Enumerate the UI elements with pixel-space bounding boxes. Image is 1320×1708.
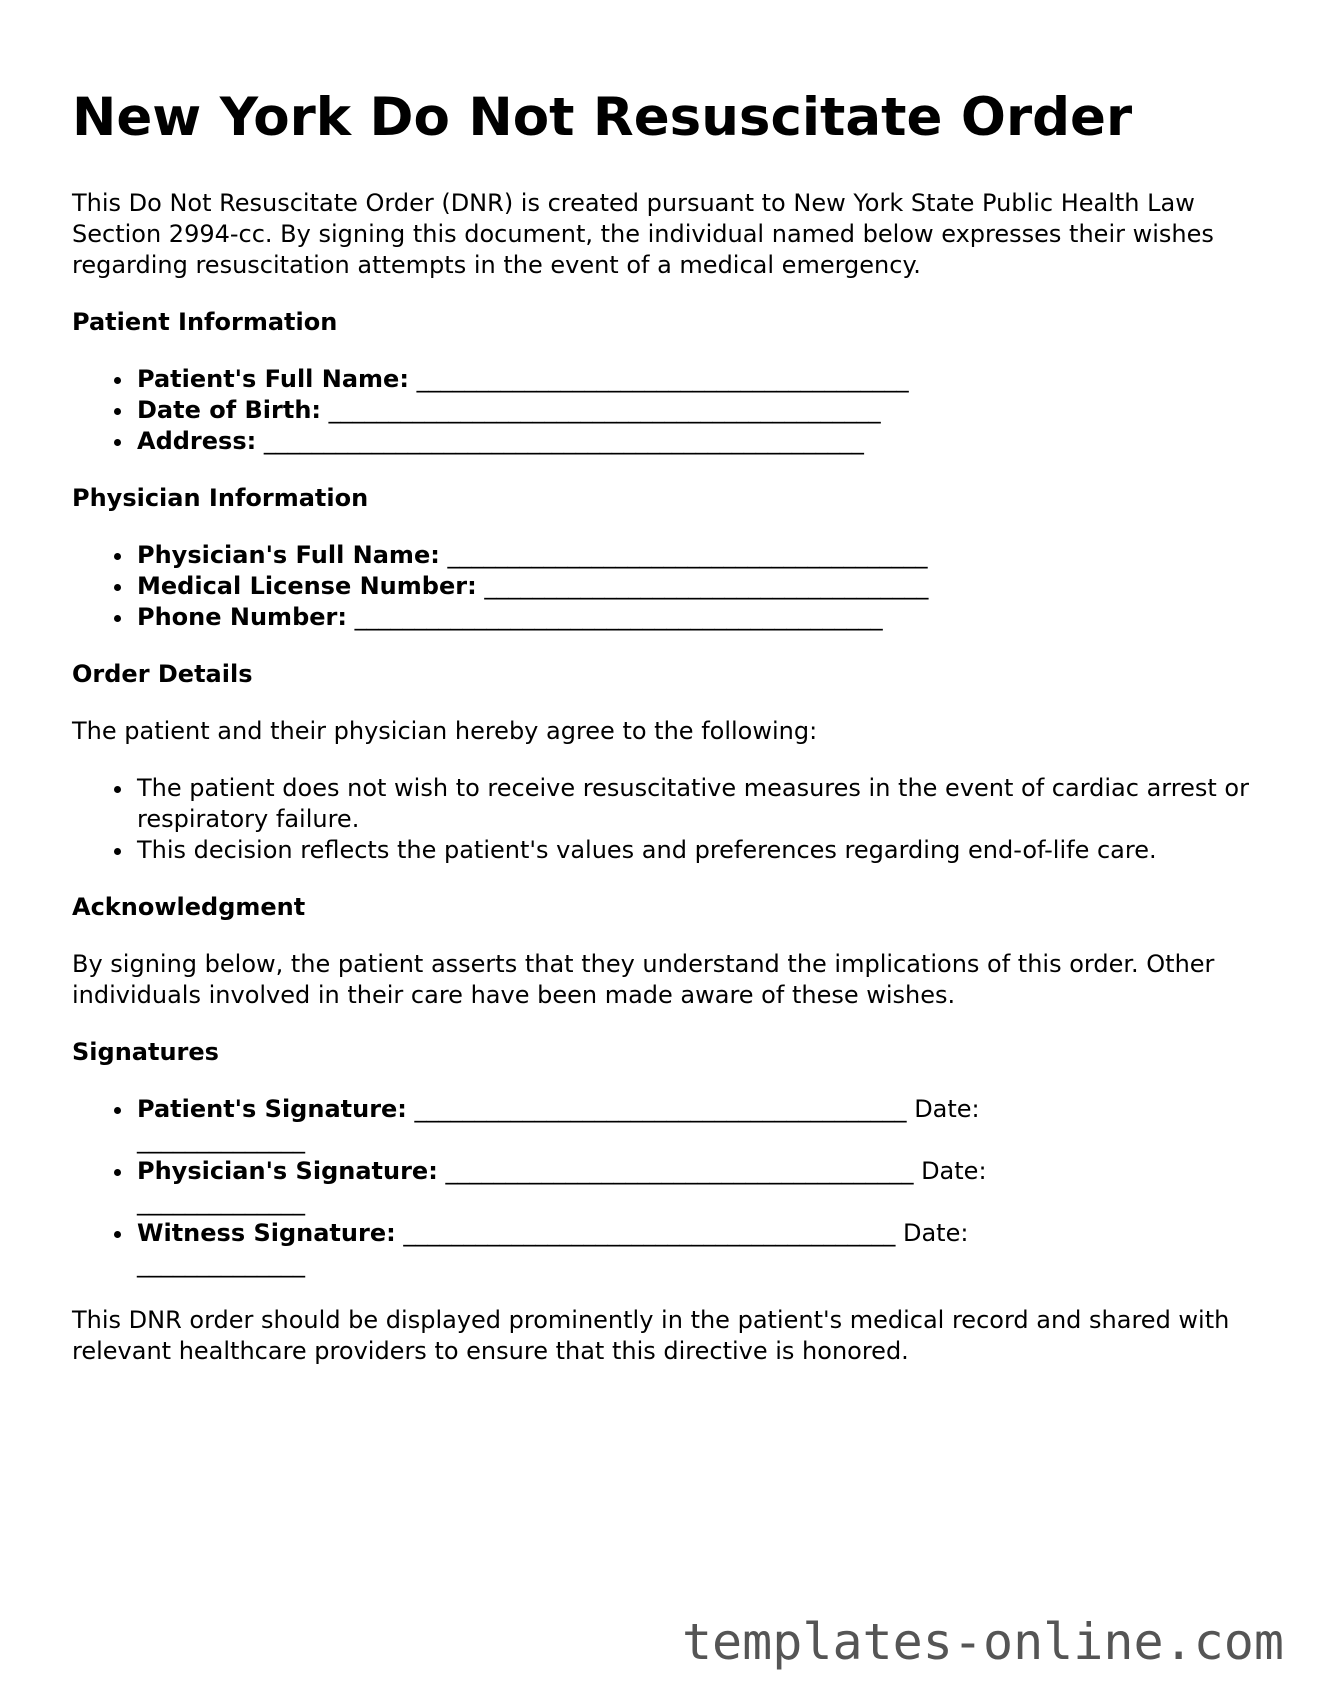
patient-name-label: Patient's Full Name:	[137, 365, 409, 393]
list-item	[137, 1218, 1262, 1280]
document-page	[72, 86, 1262, 1367]
patient-info-heading: Patient Information	[72, 308, 338, 336]
patient-date-blank: ______________	[137, 1126, 305, 1154]
intro-paragraph: This Do Not Resuscitate Order (DNR) is created pursuant to New York State Public Health Law Section 2994-cc. By signing this document, the individual named below expresses their wishes regarding resuscitation attempts in the event of a medical emergency.	[72, 189, 1214, 279]
list-item	[137, 426, 1262, 457]
list-item: The patient does not wish to receive resuscitative measures in the event of cardiac arrest or respiratory failure.	[137, 773, 1262, 835]
phone-number-label: Phone Number:	[137, 603, 347, 631]
list-item	[137, 1094, 1262, 1156]
physician-date-blank: ______________	[137, 1188, 305, 1216]
witness-signature-label: Witness Signature:	[137, 1219, 396, 1247]
physician-date-label: Date:	[921, 1157, 987, 1185]
list-item	[137, 571, 1262, 602]
witness-signature-blank: _________________________________________	[403, 1219, 896, 1247]
license-number-blank: _____________________________________	[484, 572, 929, 600]
closing-paragraph: This DNR order should be displayed prominently in the patient's medical record and shared with relevant healthcare providers to ensure that this directive is honored.	[72, 1306, 1230, 1365]
watermark: templates-online.com	[681, 1613, 1284, 1671]
physician-info-heading: Physician Information	[72, 484, 369, 512]
list-item	[137, 364, 1262, 395]
list-item	[137, 1156, 1262, 1218]
physician-info-list	[72, 540, 1262, 633]
physician-name-label: Physician's Full Name:	[137, 541, 440, 569]
date-of-birth-label: Date of Birth:	[137, 396, 322, 424]
witness-date-label: Date:	[902, 1219, 969, 1247]
patient-name-blank: _________________________________________	[416, 365, 909, 393]
order-details-intro: The patient and their physician hereby agree to the following:	[72, 717, 818, 745]
order-details-list	[72, 773, 1262, 866]
order-details-heading: Order Details	[72, 660, 253, 688]
list-item	[137, 540, 1262, 571]
license-number-label: Medical License Number:	[137, 572, 477, 600]
physician-signature-blank: _______________________________________	[445, 1157, 914, 1185]
acknowledgment-text: By signing below, the patient asserts that they understand the implications of this order. Other individuals involved in their care have been made aware of these wishes.	[72, 950, 1215, 1009]
witness-date-blank: ______________	[137, 1250, 305, 1278]
signatures-list	[72, 1094, 1262, 1280]
patient-date-label: Date:	[914, 1095, 980, 1123]
acknowledgment-heading: Acknowledgment	[72, 893, 306, 921]
physician-signature-label: Physician's Signature:	[137, 1157, 438, 1185]
physician-name-blank: ________________________________________	[447, 541, 928, 569]
list-item: This decision reflects the patient's values and preferences regarding end-of-life care.	[137, 835, 1262, 866]
patient-info-list	[72, 364, 1262, 457]
date-of-birth-blank: ______________________________________________	[328, 396, 881, 424]
page-title: New York Do Not Resuscitate Order	[72, 87, 1133, 148]
phone-number-blank: ____________________________________________	[354, 603, 883, 631]
list-item	[137, 602, 1262, 633]
address-label: Address:	[137, 427, 257, 455]
list-item	[137, 395, 1262, 426]
address-blank: __________________________________________________	[263, 427, 864, 455]
patient-signature-blank: _________________________________________	[414, 1095, 907, 1123]
patient-signature-label: Patient's Signature:	[137, 1095, 407, 1123]
signatures-heading: Signatures	[72, 1038, 219, 1066]
